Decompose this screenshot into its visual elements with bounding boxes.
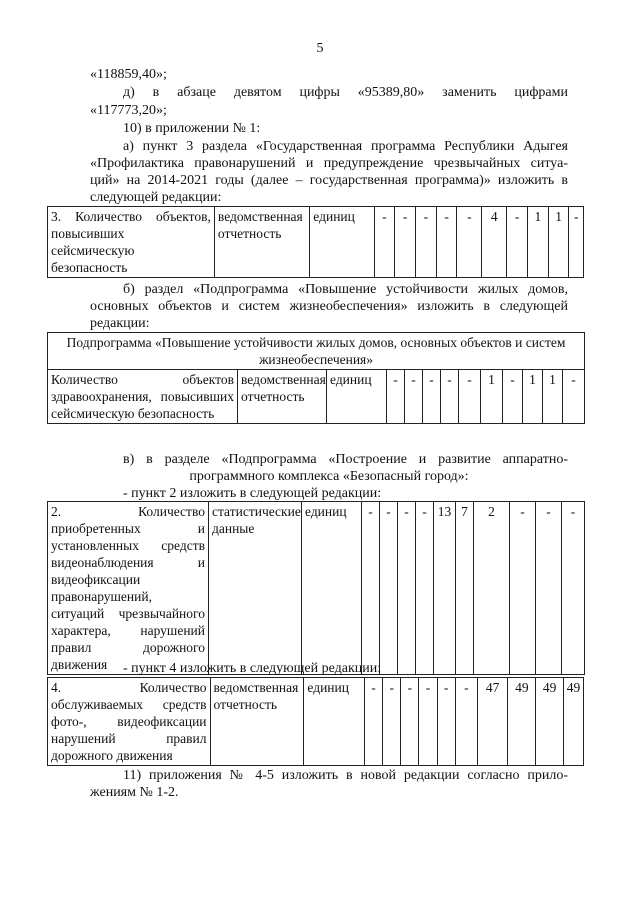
unit: единиц: [302, 502, 362, 675]
value-cell: -: [364, 678, 382, 766]
indicator-table-2: [47, 332, 585, 424]
value-cell: -: [441, 370, 459, 424]
value-cell: -: [457, 207, 482, 278]
value-cell: -: [503, 370, 523, 424]
indicator-name: 2. Количество приобретенных и установленных средств видеонаблюдения и видеофиксации правонарушений, ситуаций чрезвычайного характера, нарушений правил дорожного движения: [48, 502, 209, 675]
value-cell: -: [569, 207, 584, 278]
value-cell: 1: [523, 370, 543, 424]
paragraph-line: а) пункт 3 раздела «Государственная программа Республики Адыгея: [123, 139, 568, 154]
value-cell: 1: [527, 207, 548, 278]
value-cell: -: [563, 370, 585, 424]
value-cell: 1: [481, 370, 503, 424]
value-cell: 13: [434, 502, 456, 675]
value-cell: -: [416, 502, 434, 675]
value-cell: -: [398, 502, 416, 675]
paragraph-line: д) в абзаце девятом цифры «95389,80» заменить цифрами: [123, 85, 568, 100]
data-source: ведомственная отчетность: [238, 370, 327, 424]
indicator-name: 4. Количество обслуживаемых средств фото-, видеофиксации нарушений правил дорожного движения: [48, 678, 211, 766]
table-row: [48, 207, 584, 278]
paragraph-line: следующей редакции:: [90, 190, 222, 205]
value-cell: -: [380, 502, 398, 675]
paragraph-line: - пункт 4 изложить в следующей редакции:: [123, 661, 382, 676]
data-source: ведомственная отчетность: [214, 207, 309, 278]
paragraph-line: «117773,20»;: [90, 103, 167, 118]
indicator-table-4: [47, 677, 584, 766]
value-cell: -: [536, 502, 562, 675]
value-cell: -: [383, 678, 401, 766]
unit: единиц: [327, 370, 387, 424]
value-cell: -: [437, 678, 455, 766]
paragraph-line: 10) в приложении № 1:: [123, 121, 261, 136]
value-cell: 2: [474, 502, 510, 675]
paragraph-line: в) в разделе «Подпрограмма «Построение и развитие аппаратно-: [123, 452, 568, 467]
paragraph-line: «118859,40»;: [90, 67, 167, 82]
value-cell: 49: [563, 678, 583, 766]
indicator-name: 3. Количество объектов, повысивших сейсмическую безопасность: [48, 207, 215, 278]
value-cell: 47: [477, 678, 507, 766]
paragraph-line: основных объектов и систем жизнеобеспечения» изложить в следующей: [90, 299, 568, 314]
paragraph-line: редакции:: [90, 316, 150, 331]
value-cell: 1: [548, 207, 569, 278]
value-cell: -: [362, 502, 380, 675]
value-cell: -: [455, 678, 477, 766]
value-cell: -: [401, 678, 419, 766]
data-source: ведомственная отчетность: [210, 678, 304, 766]
unit: единиц: [304, 678, 365, 766]
subprogram-header: Подпрограмма «Повышение устойчивости жилых домов, основных объектов и систем жизнеобеспечения»: [48, 333, 585, 370]
table-row: [48, 678, 584, 766]
value-cell: -: [405, 370, 423, 424]
paragraph-line: - пункт 2 изложить в следующей редакции:: [123, 486, 382, 501]
value-cell: 4: [482, 207, 507, 278]
paragraph-line: «Профилактика правонарушений и предупреждение чрезвычайных ситуа-: [90, 156, 568, 171]
indicator-table-3: [47, 501, 585, 675]
value-cell: -: [387, 370, 405, 424]
value-cell: -: [510, 502, 536, 675]
paragraph-line: 11) приложения № 4-5 изложить в новой редакции согласно прило-: [123, 768, 568, 783]
value-cell: 1: [543, 370, 563, 424]
value-cell: -: [419, 678, 437, 766]
paragraph-line: ций» на 2014-2021 годы (далее – государственная программа)» изложить в: [90, 173, 568, 188]
value-cell: -: [395, 207, 416, 278]
table-row: [48, 370, 585, 424]
table-row: [48, 502, 585, 675]
value-cell: -: [562, 502, 585, 675]
paragraph-line: б) раздел «Подпрограмма «Повышение устойчивости жилых домов,: [123, 282, 568, 297]
table-header-row: [48, 333, 585, 370]
value-cell: 7: [456, 502, 474, 675]
value-cell: -: [436, 207, 457, 278]
paragraph-text: программного комплекса «Безопасный город»:: [189, 469, 469, 484]
data-source: статистические данные: [209, 502, 302, 675]
paragraph-line: жениям № 1-2.: [90, 785, 179, 800]
paragraph-line: [90, 468, 568, 485]
indicator-name: Количество объектов здравоохранения, повысивших сейсмическую безопасность: [48, 370, 238, 424]
value-cell: 49: [536, 678, 563, 766]
value-cell: -: [507, 207, 528, 278]
value-cell: -: [374, 207, 395, 278]
value-cell: -: [416, 207, 437, 278]
page-number: 5: [316, 41, 324, 56]
unit: единиц: [310, 207, 374, 278]
indicator-table-1: [47, 206, 584, 278]
value-cell: 49: [508, 678, 536, 766]
value-cell: -: [459, 370, 481, 424]
value-cell: -: [423, 370, 441, 424]
